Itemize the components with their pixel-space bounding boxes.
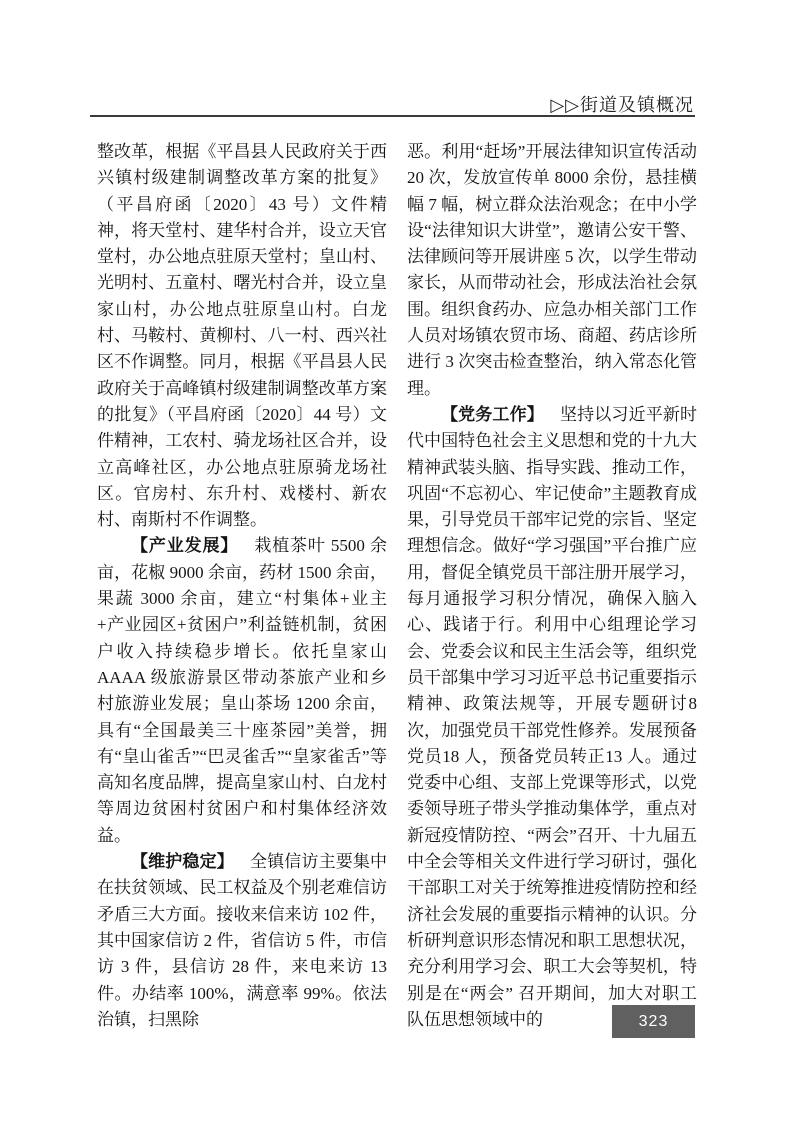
page-number-badge	[612, 1005, 695, 1038]
section-title: 【产业发展】	[131, 536, 239, 556]
page-number: 323	[638, 1012, 669, 1030]
paragraph-industry-development	[97, 533, 387, 849]
content-columns	[97, 139, 697, 1033]
paragraph-text: 全镇信访主要集中在扶贫领域、民工权益及个别老难信访矛盾三大方面。接收来信来访 102 件，其中国家信访 2 件，省信访 5 件，市信访 3 件，县信访 28 件，来电来访 13 件。办结率 100%，满意率 99%。依法治镇，扫黑除	[97, 852, 388, 1029]
paragraph-text: 坚持以习近平新时代中国特色社会主义思想和党的十九大精神武装头脑、指导实践、推动工作，巩固“不忘初心、牢记使命”主题教育成果，引导党员干部牢记党的宗旨、坚定理想信念。做好“学习强国”平台推广应用，督促全镇党员干部注册开展学习，每月通报学习积分情况，确保入脑入心、践诸于行。利用中心组理论学习会、党委会议和民主生活会等，组织党员干部集中学习习近平总书记重要指示精神、政策法规等，开展专题研讨8 次，加强党员干部党性修养。发展预备党员18 人，预备党员转正13 人。通过党委中心组、支部上党课等形式，以党委领导班子带头学推动集体学，重点对新冠疫情防控、“两会”召开、十九届五中全会等相关文件进行学习研讨，强化干部职工对关于统筹推进疫情防控和经济社会发展的重要指示精神的认识。分析研判意识形态情况和职工思想状况，充分利用学习会、职工大会等契机，特别是在“两会” 召开期间，加大对职工队伍思想领域中的	[407, 404, 698, 1029]
paragraph-continuation	[97, 139, 387, 533]
section-title: 【维护稳定】	[131, 852, 234, 872]
section-title: 【党务工作】	[441, 404, 544, 424]
right-column	[407, 139, 697, 1033]
left-column	[97, 139, 387, 1033]
paragraph-party-affairs	[407, 402, 697, 1033]
paragraph-text: 整改革，根据《平昌县人民政府关于西兴镇村级建制调整改革方案的批复》（平昌府函〔2020〕43 号）文件精神，将天堂村、建华村合并，设立天官堂村，办公地点驻原天堂村；皇山村、光明村、五童村、曙光村合并，设立皇家山村，办公地点驻原皇山村。白龙村、马鞍村、黄柳村、八一村、西兴社区不作调整。同月，根据《平昌县人民政府关于高峰镇村级建制调整改革方案的批复》（平昌府函〔2020〕44 号）文件精神，工农村、骑龙场社区合并，设立高峰社区，办公地点驻原骑龙场社区。官房村、东升村、戏楼村、新农村、南斯村不作调整。	[97, 142, 387, 530]
header-rule	[90, 115, 695, 117]
section-header: ▷▷街道及镇概况	[550, 95, 694, 115]
paragraph-stability-maintenance	[97, 849, 387, 1033]
paragraph-text: 恶。利用“赶场”开展法律知识宣传活动 20 次，发放宣传单 8000 余份，悬挂横幅 7 幅，树立群众法治观念；在中小学设“法律知识大讲堂”，邀请公安干警、法律顾问等开展讲座 5 次，以学生带动家长，从而带动社会，形成法治社会氛围。组织食药办、应急办相关部门工作人员对场镇农贸市场、商超、药店诊所进行 3 次突击检查整治，纳入常态化管理。	[407, 142, 697, 398]
paragraph-text: 栽植茶叶 5500 余亩，花椒 9000 余亩，药材 1500 余亩，果蔬 3000 余亩，建立“村集体+业主+产业园区+贫困户”利益链机制，贫困户收入持续稳步增长。依托皇家山 AAAA 级旅游景区带动茶旅产业和乡村旅游业发展；皇山茶场 1200 余亩，具有“全国最美三十座茶园”美誉，拥有“皇山雀舌”“巴灵雀舌”“皇家雀舌”等高知名度品牌，提高皇家山村、白龙村等周边贫困村贫困户和村集体经济效益。	[97, 536, 388, 845]
paragraph-continuation	[407, 139, 697, 402]
